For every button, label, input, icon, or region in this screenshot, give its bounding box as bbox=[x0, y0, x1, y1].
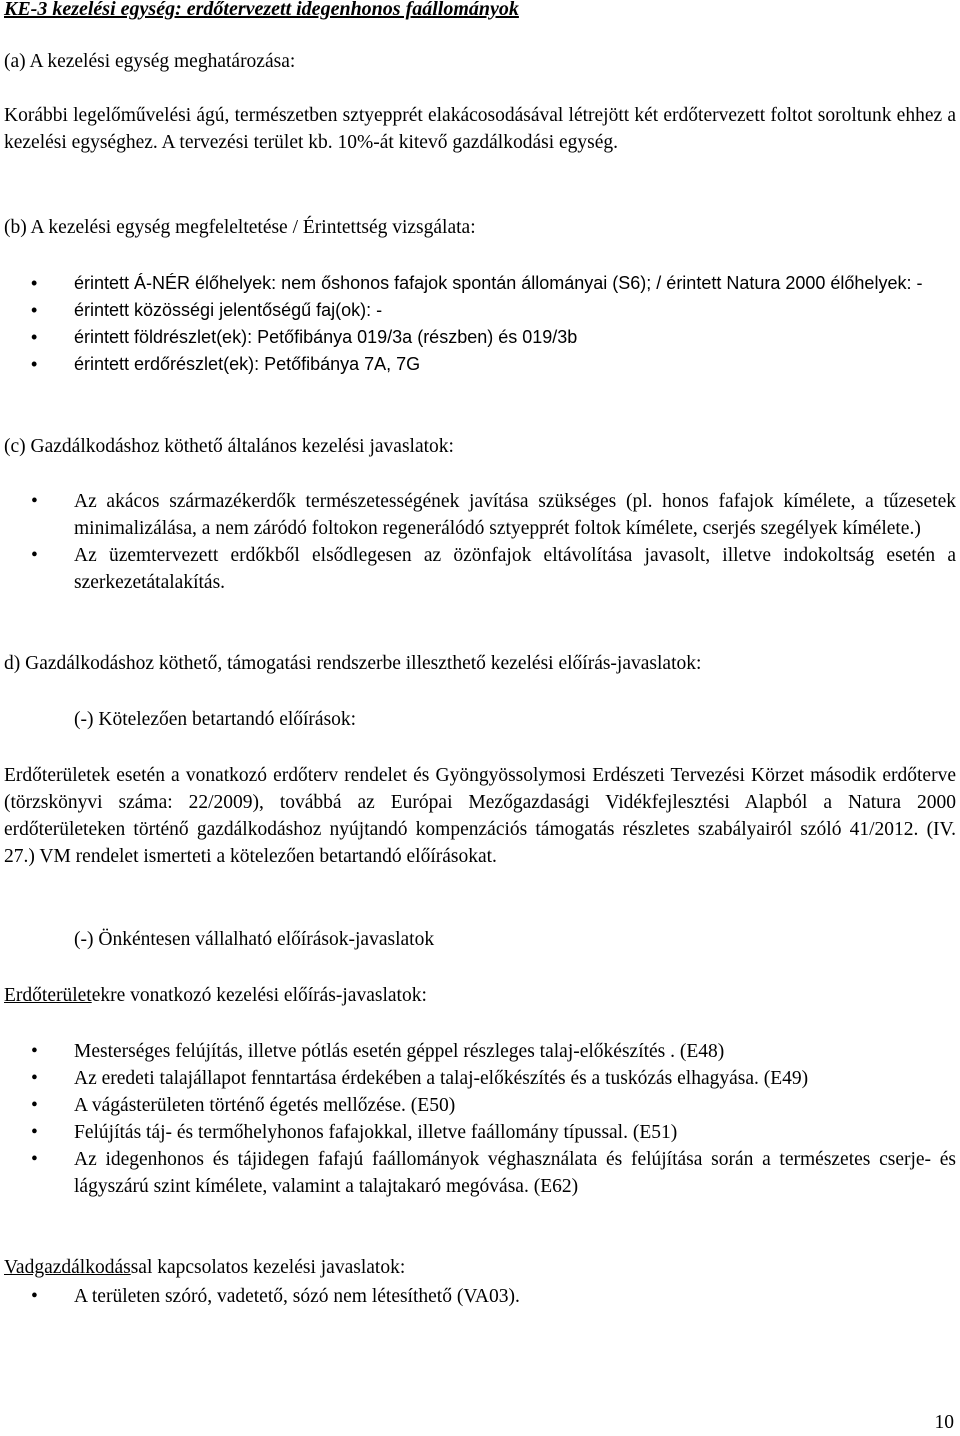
bullet-icon: • bbox=[31, 1149, 38, 1170]
list-item: • Az idegenhonos és tájidegen fafajú faállományok véghasználata és felújítása során a természetes cserje- és lágyszárú szint kímélete, valamint a talajtakaró megóvása. (E62) bbox=[0, 1146, 956, 1200]
bullet-icon: • bbox=[31, 300, 38, 320]
game-heading bbox=[4, 1254, 956, 1281]
forest-heading bbox=[4, 982, 956, 1009]
section-d-heading: d) Gazdálkodáshoz köthető, támogatási rendszerbe illeszthető kezelési előírás-javaslatok: bbox=[4, 653, 702, 674]
list-item: • Mesterséges felújítás, illetve pótlás esetén géppel részleges talaj-előkészítés . (E48) bbox=[0, 1038, 956, 1065]
list-item: • Az üzemtervezett erdőkből elsődlegesen az özönfajok eltávolítása javasolt, illetve indokoltság esetén a szerkezetátalakítás. bbox=[0, 542, 956, 596]
bullet-icon: • bbox=[31, 1286, 38, 1307]
section-a-heading: (a) A kezelési egység meghatározása: bbox=[4, 51, 296, 72]
list-item: • érintett erdőrészlet(ek): Petőfibánya 7A, 7G bbox=[0, 351, 956, 378]
list-item: • érintett közösségi jelentőségű faj(ok): - bbox=[0, 297, 956, 324]
list-item: • érintett földrészlet(ek): Petőfibánya 019/3a (részben) és 019/3b bbox=[0, 324, 956, 351]
game-heading-underlined: Vadgazdálkodás bbox=[4, 1257, 131, 1278]
page-title: KE-3 kezelési egység: erdőtervezett idegenhonos faállományok bbox=[4, 0, 519, 20]
forest-list bbox=[0, 1038, 956, 1200]
section-c-list bbox=[0, 488, 956, 596]
section-b-list bbox=[0, 270, 956, 378]
mandatory-text: Erdőterületek esetén a vonatkozó erdőterv rendelet és Gyöngyössolymosi Erdészeti Tervezési Körzet második erdőterve (törzskönyvi száma: 22/2009), továbbá az Európai Mezőgazdasági Vidékfejlesztési Alapból a Natura 2000 erdőterületeken történő gazdálkodáshoz nyújtandó kompenzációs támogatás részletes szabályairól szóló 41/2012. (IV. 27.) VM rendelet ismerteti a kötelezően betartandó előírásokat. bbox=[4, 765, 956, 867]
bullet-icon: • bbox=[31, 354, 38, 374]
list-item: • Az akácos származékerdők természetességének javítása szükséges (pl. honos fafajok kímélete, a tűzesetek minimalizálása, a nem záródó foltokon regenerálódó sztyepprét foltok kímélete, cserjés szegélyek kímélete.) bbox=[0, 488, 956, 542]
bullet-icon: • bbox=[31, 1068, 38, 1089]
bullet-icon: • bbox=[31, 491, 38, 512]
bullet-icon: • bbox=[31, 1041, 38, 1062]
section-b-heading: (b) A kezelési egység megfeleltetése / Érintettség vizsgálata: bbox=[4, 217, 476, 238]
bullet-icon: • bbox=[31, 545, 38, 566]
voluntary-heading: (-) Önkéntesen vállalható előírások-javaslatok bbox=[74, 929, 435, 950]
forest-heading-underlined: Erdőterület bbox=[4, 985, 92, 1006]
list-item: • érintett Á-NÉR élőhelyek: nem őshonos fafajok spontán állományai (S6); / érintett Natura 2000 élőhelyek: - bbox=[0, 270, 956, 297]
bullet-icon: • bbox=[31, 273, 38, 293]
game-heading-rest: sal kapcsolatos kezelési javaslatok: bbox=[130, 1257, 406, 1278]
list-item: • A területen szóró, vadetető, sózó nem létesíthető (VA03). bbox=[0, 1283, 956, 1310]
bullet-icon: • bbox=[31, 1095, 38, 1116]
page-number: 10 bbox=[934, 1412, 954, 1433]
game-list bbox=[0, 1283, 956, 1310]
list-item: • Felújítás táj- és termőhelyhonos fafajokkal, illetve faállomány típussal. (E51) bbox=[0, 1119, 956, 1146]
mandatory-heading: (-) Kötelezően betartandó előírások: bbox=[74, 709, 357, 730]
section-c-heading: (c) Gazdálkodáshoz köthető általános kezelési javaslatok: bbox=[4, 436, 454, 457]
list-item: • A vágásterületen történő égetés mellőzése. (E50) bbox=[0, 1092, 956, 1119]
section-a-text: Korábbi legelőművelési ágú, természetben sztyepprét elakácosodásával létrejött két erdőtervezett foltot soroltunk ehhez a kezelési egységhez. A tervezési terület kb. 10%-át kitevő gazdálkodási egység. bbox=[4, 105, 956, 153]
bullet-icon: • bbox=[31, 327, 38, 347]
list-item: • Az eredeti talajállapot fenntartása érdekében a talaj-előkészítés és a tuskózás elhagyása. (E49) bbox=[0, 1065, 956, 1092]
forest-heading-rest: ekre vonatkozó kezelési előírás-javaslatok: bbox=[91, 985, 427, 1006]
bullet-icon: • bbox=[31, 1122, 38, 1143]
